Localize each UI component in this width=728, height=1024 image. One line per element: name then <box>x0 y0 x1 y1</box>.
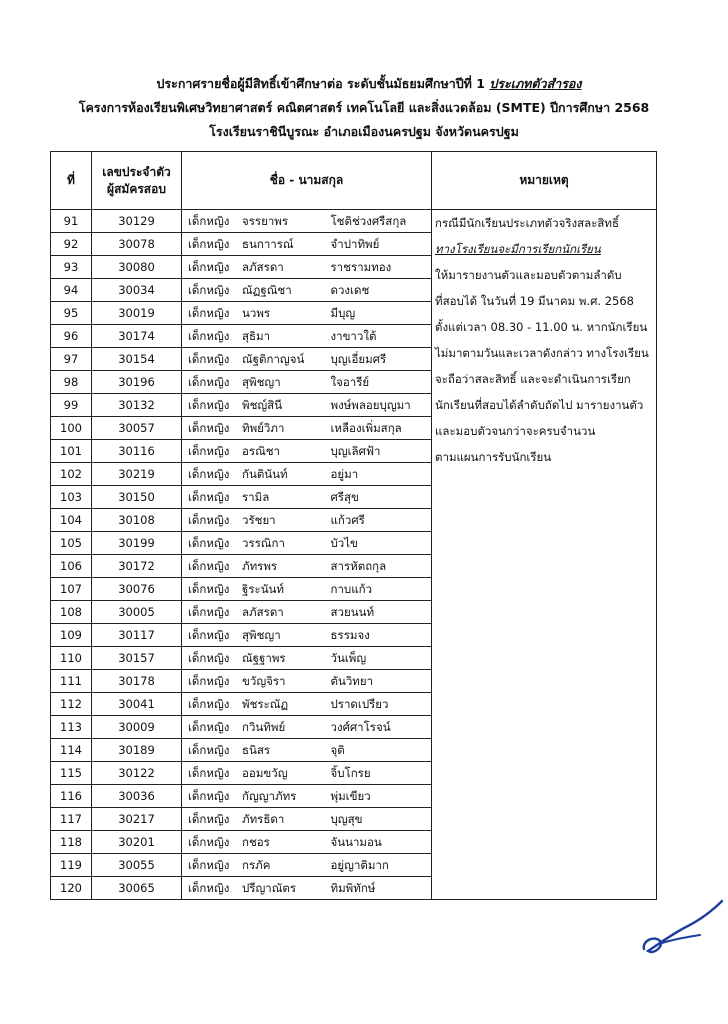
table-header-row <box>51 152 657 210</box>
row-number: 93 <box>51 256 92 279</box>
applicant-id: 30129 <box>92 210 182 233</box>
remarks-line: ให้มารายงานตัวและมอบตัวตามลำดับ <box>435 268 622 282</box>
student-name <box>182 394 327 417</box>
applicant-id: 30055 <box>92 854 182 877</box>
applicant-id: 30005 <box>92 601 182 624</box>
applicant-id: 30009 <box>92 716 182 739</box>
student-name <box>182 256 327 279</box>
last-name: อยู่ญาติมาก <box>327 854 432 877</box>
last-name: วงศ์ศาโรจน์ <box>327 716 432 739</box>
last-name: แก้วศรี <box>327 509 432 532</box>
last-name: บุญเลิศฟ้า <box>327 440 432 463</box>
roster-table <box>50 151 657 900</box>
row-number: 111 <box>51 670 92 693</box>
applicant-id: 30132 <box>92 394 182 417</box>
last-name: สารหัตถกุล <box>327 555 432 578</box>
header-school: โรงเรียนราชินีบูรณะ อำเภอเมืองนครปฐม จังหวัดนครปฐม <box>209 124 519 139</box>
last-name: บุญเอี่ยมศรี <box>327 348 432 371</box>
last-name: พุ่มเขียว <box>327 785 432 808</box>
last-name: บัวไข <box>327 532 432 555</box>
name-prefix: เด็กหญิง <box>188 260 230 274</box>
applicant-id: 30117 <box>92 624 182 647</box>
row-number: 115 <box>51 762 92 785</box>
name-prefix: เด็กหญิง <box>188 375 230 389</box>
first-name: รามิล <box>242 490 270 504</box>
row-number: 107 <box>51 578 92 601</box>
first-name: ณัฐฐาพร <box>242 651 286 665</box>
applicant-id: 30034 <box>92 279 182 302</box>
first-name: ขวัญจิรา <box>242 674 286 688</box>
student-name <box>182 210 327 233</box>
row-number: 105 <box>51 532 92 555</box>
student-name <box>182 693 327 716</box>
applicant-id: 30196 <box>92 371 182 394</box>
name-prefix: เด็กหญิง <box>188 536 230 550</box>
last-name: งาขาวใต้ <box>327 325 432 348</box>
applicant-id: 30036 <box>92 785 182 808</box>
last-name: ศรีสุข <box>327 486 432 509</box>
last-name: ใจอารีย์ <box>327 371 432 394</box>
row-number: 118 <box>51 831 92 854</box>
remarks-line: ทางโรงเรียนจะมีการเรียกนักเรียน <box>435 242 601 256</box>
student-name <box>182 348 327 371</box>
remarks-line: ที่สอบได้ ในวันที่ 19 มีนาคม พ.ศ. 2568 <box>435 294 634 308</box>
first-name: กรภัค <box>242 858 271 872</box>
name-prefix: เด็กหญิง <box>188 421 230 435</box>
applicant-id: 30154 <box>92 348 182 371</box>
document-header <box>0 72 728 144</box>
name-prefix: เด็กหญิง <box>188 628 230 642</box>
student-name <box>182 601 327 624</box>
applicant-id: 30076 <box>92 578 182 601</box>
applicant-id: 30078 <box>92 233 182 256</box>
last-name: เหลืองเพิ่มสกุล <box>327 417 432 440</box>
applicant-id: 30189 <box>92 739 182 762</box>
row-number: 101 <box>51 440 92 463</box>
applicant-id: 30108 <box>92 509 182 532</box>
last-name: มีบุญ <box>327 302 432 325</box>
applicant-id: 30019 <box>92 302 182 325</box>
first-name: ปรีญาณัตร <box>242 881 297 895</box>
student-name <box>182 624 327 647</box>
applicant-id: 30219 <box>92 463 182 486</box>
header-title-text: ประกาศรายชื่อผู้มีสิทธิ์เข้าศึกษาต่อ ระดับชั้นมัธยมศึกษาปีที่ 1 <box>156 76 485 91</box>
row-number: 108 <box>51 601 92 624</box>
student-name <box>182 739 327 762</box>
student-name <box>182 808 327 831</box>
first-name: นวพร <box>242 306 271 320</box>
student-name <box>182 486 327 509</box>
student-name <box>182 578 327 601</box>
column-header-no: ที่ <box>51 152 92 210</box>
name-prefix: เด็กหญิง <box>188 444 230 458</box>
name-prefix: เด็กหญิง <box>188 352 230 366</box>
first-name: ฐิระนันท์ <box>242 582 285 596</box>
first-name: ธนิสร <box>242 743 271 757</box>
last-name: จุติ <box>327 739 432 762</box>
first-name: สุธิมา <box>242 329 271 343</box>
row-number: 119 <box>51 854 92 877</box>
first-name: ณัฐติกาญจน์ <box>242 352 305 366</box>
row-number: 109 <box>51 624 92 647</box>
row-number: 98 <box>51 371 92 394</box>
student-name <box>182 279 327 302</box>
student-name <box>182 785 327 808</box>
column-header-remarks: หมายเหตุ <box>432 152 657 210</box>
first-name: ลภัสรดา <box>242 260 284 274</box>
applicant-id: 30178 <box>92 670 182 693</box>
student-name <box>182 463 327 486</box>
header-title <box>0 72 728 96</box>
remarks-cell <box>432 210 657 900</box>
name-prefix: เด็กหญิง <box>188 651 230 665</box>
applicant-id: 30172 <box>92 555 182 578</box>
row-number: 100 <box>51 417 92 440</box>
last-name: กาบแก้ว <box>327 578 432 601</box>
applicant-id: 30174 <box>92 325 182 348</box>
name-prefix: เด็กหญิง <box>188 858 230 872</box>
last-name: วันเพ็ญ <box>327 647 432 670</box>
name-prefix: เด็กหญิง <box>188 835 230 849</box>
remarks-line: นักเรียนที่สอบได้ลำดับถัดไป มารายงานตัว <box>435 398 644 412</box>
last-name: ราชรามทอง <box>327 256 432 279</box>
last-name: ตันวิทยา <box>327 670 432 693</box>
row-number: 94 <box>51 279 92 302</box>
last-name: โชติช่วงศรีสกุล <box>327 210 432 233</box>
name-prefix: เด็กหญิง <box>188 467 230 481</box>
last-name: ปราดเปรียว <box>327 693 432 716</box>
name-prefix: เด็กหญิง <box>188 674 230 688</box>
first-name: วรัชยา <box>242 513 276 527</box>
row-number: 120 <box>51 877 92 900</box>
applicant-id: 30065 <box>92 877 182 900</box>
first-name: สุพิชญา <box>242 628 281 642</box>
remarks-line: และมอบตัวจนกว่าจะครบจำนวน <box>435 424 596 438</box>
name-prefix: เด็กหญิง <box>188 720 230 734</box>
student-name <box>182 716 327 739</box>
student-name <box>182 325 327 348</box>
row-number: 116 <box>51 785 92 808</box>
first-name: กันตินันท์ <box>242 467 288 481</box>
student-name <box>182 877 327 900</box>
first-name: ออมขวัญ <box>242 766 288 780</box>
name-prefix: เด็กหญิง <box>188 559 230 573</box>
applicant-id: 30217 <box>92 808 182 831</box>
row-number: 95 <box>51 302 92 325</box>
student-name <box>182 762 327 785</box>
last-name: ดวงเดช <box>327 279 432 302</box>
last-name: ธรรมจง <box>327 624 432 647</box>
name-prefix: เด็กหญิง <box>188 490 230 504</box>
table-row <box>51 210 657 233</box>
student-name <box>182 509 327 532</box>
student-name <box>182 233 327 256</box>
name-prefix: เด็กหญิง <box>188 766 230 780</box>
student-name <box>182 555 327 578</box>
first-name: ภัทรพร <box>242 559 278 573</box>
column-header-applicant-id-line1: เลขประจำตัว <box>102 164 171 179</box>
name-prefix: เด็กหญิง <box>188 398 230 412</box>
student-name <box>182 670 327 693</box>
remarks-line: กรณีมีนักเรียนประเภทตัวจริงสละสิทธิ์ <box>435 216 619 230</box>
applicant-id: 30080 <box>92 256 182 279</box>
name-prefix: เด็กหญิง <box>188 329 230 343</box>
first-name: กัญญาภัทร <box>242 789 297 803</box>
applicant-id: 30116 <box>92 440 182 463</box>
first-name: จรรยาพร <box>242 214 289 228</box>
name-prefix: เด็กหญิง <box>188 582 230 596</box>
row-number: 113 <box>51 716 92 739</box>
name-prefix: เด็กหญิง <box>188 743 230 757</box>
name-prefix: เด็กหญิง <box>188 283 230 297</box>
name-prefix: เด็กหญิง <box>188 789 230 803</box>
applicant-id: 30201 <box>92 831 182 854</box>
column-header-applicant-id-line2: ผู้สมัครสอบ <box>107 181 166 196</box>
first-name: พิชญ์สินี <box>242 398 283 412</box>
last-name: บุญสุข <box>327 808 432 831</box>
first-name: ทิพย์วิภา <box>242 421 285 435</box>
column-header-applicant-id <box>92 152 182 210</box>
first-name: พัชระณัฏ <box>242 697 289 711</box>
name-prefix: เด็กหญิง <box>188 605 230 619</box>
last-name: จำปาทิพย์ <box>327 233 432 256</box>
remarks-line: ไม่มาตามวันและเวลาดังกล่าว ทางโรงเรียน <box>435 346 649 360</box>
row-number: 117 <box>51 808 92 831</box>
row-number: 104 <box>51 509 92 532</box>
student-name <box>182 417 327 440</box>
row-number: 96 <box>51 325 92 348</box>
row-number: 91 <box>51 210 92 233</box>
student-name <box>182 302 327 325</box>
first-name: ธนกาารณ์ <box>242 237 294 251</box>
row-number: 92 <box>51 233 92 256</box>
row-number: 114 <box>51 739 92 762</box>
name-prefix: เด็กหญิง <box>188 237 230 251</box>
remarks-line: ตั้งแต่เวลา 08.30 - 11.00 น. หากนักเรียน <box>435 320 648 334</box>
row-number: 102 <box>51 463 92 486</box>
last-name: สวยนนท์ <box>327 601 432 624</box>
applicant-id: 30150 <box>92 486 182 509</box>
roster-body <box>51 210 657 900</box>
student-name <box>182 440 327 463</box>
name-prefix: เด็กหญิง <box>188 513 230 527</box>
student-name <box>182 854 327 877</box>
row-number: 110 <box>51 647 92 670</box>
first-name: อรณิชา <box>242 444 281 458</box>
first-name: วรรณิกา <box>242 536 285 550</box>
applicant-id: 30041 <box>92 693 182 716</box>
name-prefix: เด็กหญิง <box>188 214 230 228</box>
signature-mark <box>640 893 724 965</box>
row-number: 112 <box>51 693 92 716</box>
first-name: กวินทิพย์ <box>242 720 286 734</box>
row-number: 99 <box>51 394 92 417</box>
student-name <box>182 831 327 854</box>
student-name <box>182 647 327 670</box>
name-prefix: เด็กหญิง <box>188 881 230 895</box>
last-name: อยู่มา <box>327 463 432 486</box>
row-number: 106 <box>51 555 92 578</box>
last-name: ทิมพิทักษ์ <box>327 877 432 900</box>
last-name: พงษ์พลอยบุญมา <box>327 394 432 417</box>
first-name: ลภัสรดา <box>242 605 284 619</box>
column-header-name: ชื่อ - นามสกุล <box>182 152 432 210</box>
applicant-id: 30199 <box>92 532 182 555</box>
student-name <box>182 371 327 394</box>
first-name: ภัทรธิดา <box>242 812 285 826</box>
applicant-id: 30122 <box>92 762 182 785</box>
first-name: กชอร <box>242 835 270 849</box>
row-number: 103 <box>51 486 92 509</box>
first-name: สุพิชญา <box>242 375 281 389</box>
last-name: จิ้บโกรย <box>327 762 432 785</box>
name-prefix: เด็กหญิง <box>188 812 230 826</box>
applicant-id: 30157 <box>92 647 182 670</box>
row-number: 97 <box>51 348 92 371</box>
name-prefix: เด็กหญิง <box>188 306 230 320</box>
last-name: จันนามอน <box>327 831 432 854</box>
header-program: โครงการห้องเรียนพิเศษวิทยาศาสตร์ คณิตศาสตร์ เทคโนโลยี และสิ่งแวดล้อม (SMTE) ปีการศึกษา 2568 <box>78 100 650 115</box>
applicant-id: 30057 <box>92 417 182 440</box>
first-name: ณัฏฐณิชา <box>242 283 292 297</box>
name-prefix: เด็กหญิง <box>188 697 230 711</box>
remarks-line: จะถือว่าสละสิทธิ์ และจะดำเนินการเรียก <box>435 372 631 386</box>
student-name <box>182 532 327 555</box>
header-title-category: ประเภทตัวสำรอง <box>489 76 582 91</box>
remarks-line: ตามแผนการรับนักเรียน <box>435 450 552 464</box>
